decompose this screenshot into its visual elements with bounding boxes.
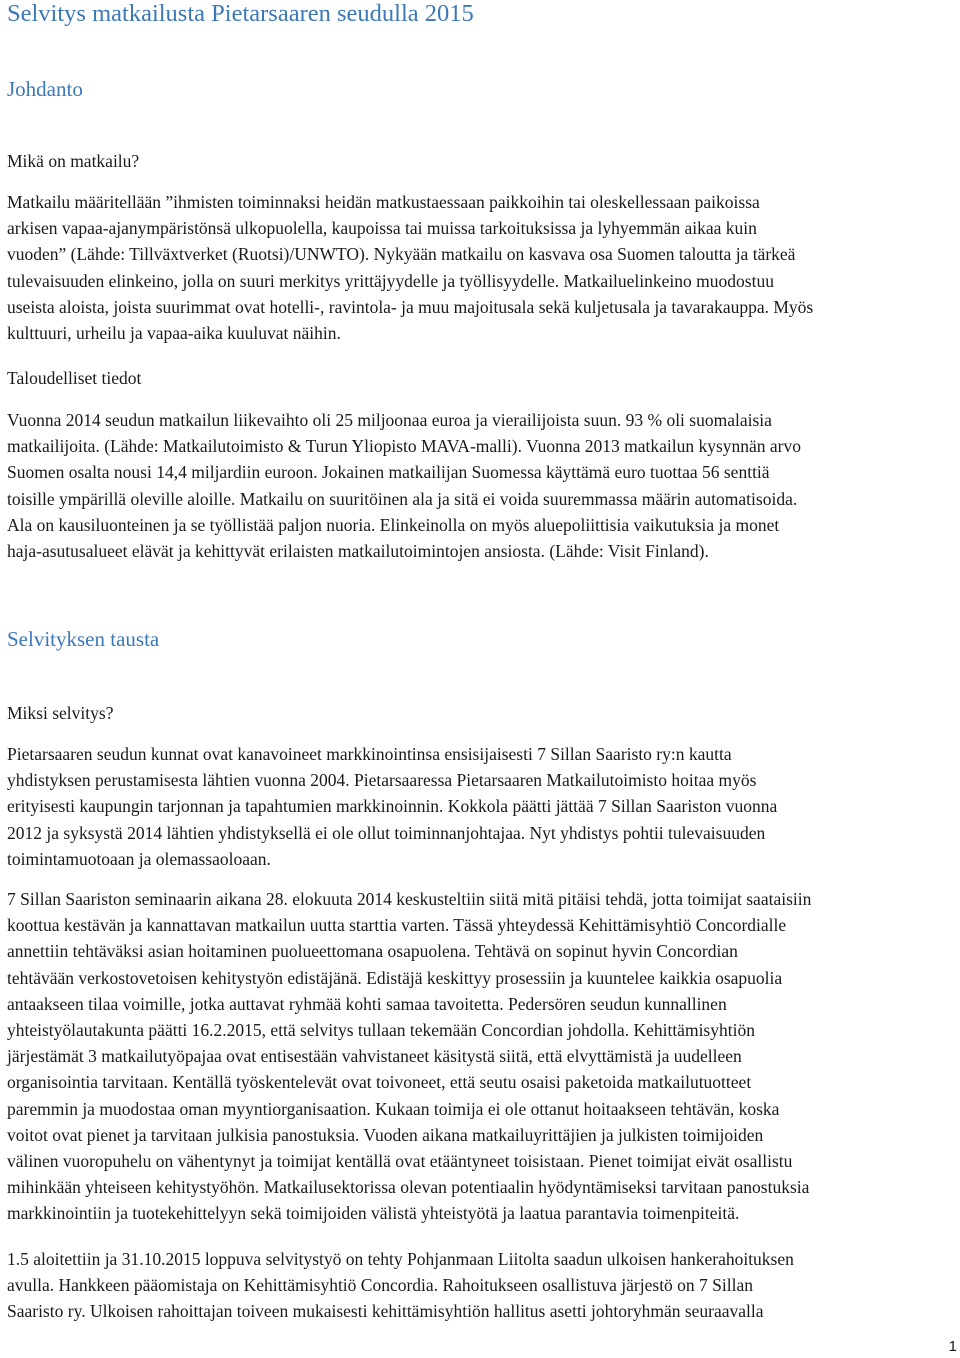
background-paragraph-3 <box>7 1246 794 1325</box>
subheading-taloudelliset-tiedot: Taloudelliset tiedot <box>7 368 142 388</box>
intro-paragraph-line: useista aloista, joista suurimmat ovat hotelli-, ravintola- ja muu majoitusala sekä kuljetusala ja tavarakauppa. Myös <box>7 296 814 317</box>
economy-paragraph-line: haja-asutusalueet elävät ja kehittyvät erilaisten matkailutoimintojen ansiosta. (Lähde: Visit Finland). <box>7 541 709 562</box>
economy-paragraph-line: Vuonna 2014 seudun matkailun liikevaihto oli 25 miljoonaa euroa ja vierailijoista suun. 93 % oli suomalaisia <box>7 410 772 430</box>
economy-paragraph-line: matkailijoita. (Lähde: Matkailutoimisto & Turun Yliopisto MAVA-malli). Vuonna 2013 matkailun kysynnän arvo <box>7 436 802 457</box>
intro-paragraph-line: vuoden” (Lähde: Tillväxtverket (Ruotsi)/UNWTO). Nykyään matkailu on kasvava osa Suomen taloutta ja tärkeä <box>7 244 796 265</box>
page-number: 1 <box>948 1338 957 1355</box>
background-paragraph-3-line: Saaristo ry. Ulkoisen rahoittajan toiveen mukaisesti kehittämisyhtiön hallitus asetti johtoryhmän seuraavalla <box>7 1301 764 1322</box>
economy-paragraph-line: Suomen osalta nousi 14,4 miljardiin euroon. Jokainen matkailijan Suomessa käyttämä euro tuottaa 56 senttiä <box>7 462 770 483</box>
background-paragraph-1 <box>7 741 777 872</box>
section-heading-selvityksen-tausta: Selvityksen tausta <box>7 627 160 651</box>
background-paragraph-1-line: yhdistyksen perustamisesta lähtien vuonna 2004. Pietarsaaressa Pietarsaaren Matkailutoimisto hoitaa myös <box>7 770 757 791</box>
intro-paragraph-line: tulevaisuuden elinkeino, jolla on suuri merkitys yrittäjyydelle ja työllisyydelle. Matkailuelinkeino muodostuu <box>7 270 774 291</box>
section-heading-johdanto: Johdanto <box>7 77 83 101</box>
background-paragraph-2-line: organisointia tarvitaan. Kentällä työskentelevät ovat toivoneet, että seutu osaisi paketoida matkailutuotteet <box>7 1072 752 1093</box>
background-paragraph-2-line: välinen vuoropuhelu on vähentynyt ja toimijat kentällä ovat etääntyneet toisistaan. Pienet toimijat eivät osallistu <box>7 1151 793 1172</box>
background-paragraph-3-line: 1.5 aloitettiin ja 31.10.2015 loppuva selvitystyö on tehty Pohjanmaan Liitolta saadun ulkoisen hankerahoituksen <box>7 1249 794 1269</box>
background-paragraph-2-line: 7 Sillan Saariston seminaarin aikana 28. elokuuta 2014 keskusteltiin siitä mitä pitäisi tehdä, jotta toimijat saataisiin <box>7 889 812 909</box>
intro-paragraph-line: kulttuuri, urheilu ja vapaa-aika kuuluvat näihin. <box>7 323 341 344</box>
background-paragraph-1-line: toimintamuotoaan ja olemassaoloaan. <box>7 848 271 869</box>
background-paragraph-2 <box>7 886 811 1227</box>
intro-paragraph-line: Matkailu määritellään ”ihmisten toiminnaksi heidän matkustaessaan paikkoihin tai oleskellessaan paikoissa <box>7 192 760 212</box>
background-paragraph-2-line: koottua kestävän ja kannattavan matkailun uutta starttia varten. Tässä yhteydessä Kehittämisyhtiö Concordialle <box>7 915 787 936</box>
background-paragraph-2-line: voitot ovat pienet ja tarvitaan julkisia panostuksia. Vuoden aikana matkailuyrittäjien ja julkisten toimijoiden <box>7 1124 764 1145</box>
background-paragraph-1-line: erityisesti kaupungin tarjonnan ja tapahtumien markkinoinnin. Kokkola päätti jättää 7 Sillan Saariston vuonna <box>7 796 778 817</box>
economy-paragraph-line: toisille ympärillä oleville aloille. Matkailu on suuritöinen ala ja sitä ei voida suuremmassa määrin automatisoida. <box>7 488 798 509</box>
background-paragraph-2-line: järjestämät 3 matkailutyöpajaa ovat entisestään vahvistaneet käsitystä siitä, että elvyttämistä ja uudelleen <box>7 1046 742 1067</box>
background-paragraph-1-line: 2012 ja syksystä 2014 lähtien yhdistyksellä ei ole ollut toiminnanjohtajaa. Nyt yhdistys pohtii tulevaisuuden <box>7 822 766 843</box>
background-paragraph-2-line: paremmin ja muodostaa oman myyntiorganisaation. Kukaan toimija ei ole ottanut hoitaakseen tehtävän, koska <box>7 1098 780 1119</box>
question-miksi-selvitys: Miksi selvitys? <box>7 703 114 723</box>
intro-paragraph-line: arkisen vapaa-ajanympäristönsä ulkopuolella, kaupoissa tai muissa tarkoituksissa ja lyhyemmän aikaa kuin <box>7 218 757 239</box>
intro-paragraph <box>7 189 813 346</box>
economy-paragraph-line: Ala on kausiluonteinen ja se työllistää paljon nuoria. Elinkeinolla on myös aluepoliittisia vaikutuksia ja monet <box>7 514 780 535</box>
background-paragraph-2-line: antaakseen tilaa voimille, jotka auttavat ryhmää kohti samaa tavoitetta. Pedersören seudun kunnallinen <box>7 993 727 1014</box>
background-paragraph-2-line: yhteistyölautakunta päätti 16.2.2015, että selvitys tullaan tekemään Concordian johdolla. Kehittämisyhtiön <box>7 1020 755 1041</box>
background-paragraph-1-line: Pietarsaaren seudun kunnat ovat kanavoineet markkinointinsa ensisijaisesti 7 Sillan Saaristo ry:n kautta <box>7 744 732 764</box>
background-paragraph-2-line: markkinointiin ja tuotekehittelyyn sekä toimijoiden välistä yhteistyötä ja laatua parantavia toimenpiteitä. <box>7 1203 740 1224</box>
background-paragraph-2-line: annettiin tehtäväksi asian hoitaminen puolueettomana osapuolena. Tehtävä on sopinut hyvin Concordian <box>7 941 738 962</box>
question-mika-on-matkailu: Mikä on matkailu? <box>7 151 140 171</box>
background-paragraph-2-line: mihinkään yhteiseen kehitystyöhön. Matkailusektorissa olevan potentiaalin hyödyntämiseksi tarvitaan panostuksia <box>7 1177 810 1198</box>
background-paragraph-2-line: tehtävään verkostovetoisen kehitystyön edistäjänä. Edistäjä keskittyy prosessiin ja kuuntelee kaikkia osapuolia <box>7 967 783 988</box>
background-paragraph-3-line: avulla. Hankkeen pääomistaja on Kehittämisyhtiö Concordia. Rahoitukseen osallistuva järjestö on 7 Sillan <box>7 1275 754 1296</box>
document-title: Selvitys matkailusta Pietarsaaren seudulla 2015 <box>7 0 474 27</box>
economy-paragraph <box>7 407 801 564</box>
